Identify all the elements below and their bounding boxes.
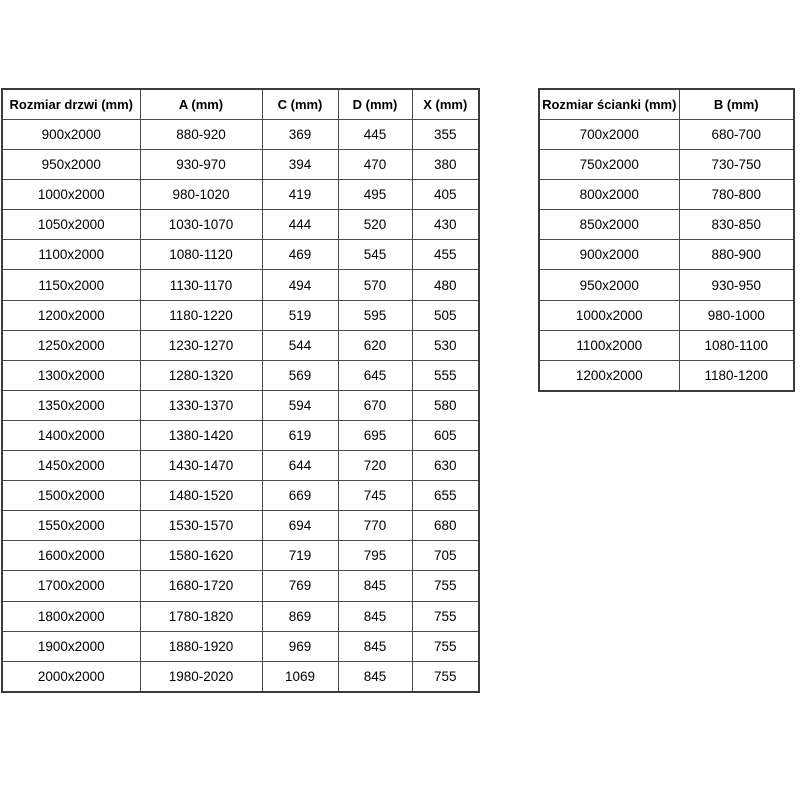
table-cell: 1480-1520 — [140, 481, 262, 511]
table-cell: 1180-1220 — [140, 300, 262, 330]
table-cell: 369 — [262, 120, 338, 150]
table-cell: 1350x2000 — [2, 390, 140, 420]
table-cell: 830-850 — [679, 210, 794, 240]
table-cell: 1380-1420 — [140, 420, 262, 450]
table-cell: 695 — [338, 420, 412, 450]
table-cell: 1980-2020 — [140, 661, 262, 692]
table-row — [2, 300, 479, 330]
table-row — [539, 360, 794, 391]
table-cell: 1330-1370 — [140, 390, 262, 420]
table-cell: 1230-1270 — [140, 330, 262, 360]
table-cell: 1400x2000 — [2, 420, 140, 450]
table-cell: 1080-1120 — [140, 240, 262, 270]
table-cell: 1000x2000 — [2, 180, 140, 210]
table-row — [539, 240, 794, 270]
table-cell: 470 — [338, 150, 412, 180]
table-cell: 719 — [262, 541, 338, 571]
table-cell: 1150x2000 — [2, 270, 140, 300]
table-row — [2, 631, 479, 661]
table-cell: 1300x2000 — [2, 360, 140, 390]
table-row — [539, 270, 794, 300]
table-cell: 1450x2000 — [2, 451, 140, 481]
table-cell: 980-1020 — [140, 180, 262, 210]
table-cell: 750x2000 — [539, 150, 679, 180]
table-cell: 845 — [338, 661, 412, 692]
table-cell: 755 — [412, 601, 479, 631]
table-cell: 1800x2000 — [2, 601, 140, 631]
table-cell: 1069 — [262, 661, 338, 692]
table-row — [539, 150, 794, 180]
table-cell: 505 — [412, 300, 479, 330]
table-cell: 1550x2000 — [2, 511, 140, 541]
column-header: D (mm) — [338, 89, 412, 120]
table-cell: 755 — [412, 631, 479, 661]
table-cell: 900x2000 — [539, 240, 679, 270]
table-cell: 1900x2000 — [2, 631, 140, 661]
table-cell: 755 — [412, 661, 479, 692]
column-header: A (mm) — [140, 89, 262, 120]
table-cell: 569 — [262, 360, 338, 390]
table-cell: 694 — [262, 511, 338, 541]
table-cell: 880-920 — [140, 120, 262, 150]
column-header: B (mm) — [679, 89, 794, 120]
header-row — [539, 89, 794, 120]
table-cell: 1250x2000 — [2, 330, 140, 360]
table-cell: 480 — [412, 270, 479, 300]
table-cell: 1000x2000 — [539, 300, 679, 330]
table-cell: 380 — [412, 150, 479, 180]
table-cell: 795 — [338, 541, 412, 571]
table-cell: 745 — [338, 481, 412, 511]
table-cell: 845 — [338, 601, 412, 631]
table-cell: 1030-1070 — [140, 210, 262, 240]
table-cell: 1700x2000 — [2, 571, 140, 601]
table-cell: 519 — [262, 300, 338, 330]
table-cell: 930-970 — [140, 150, 262, 180]
table-row — [2, 360, 479, 390]
table-row — [2, 541, 479, 571]
table-cell: 780-800 — [679, 180, 794, 210]
table-cell: 555 — [412, 360, 479, 390]
wall-size-table-header — [539, 89, 794, 120]
table-cell: 869 — [262, 601, 338, 631]
table-cell: 644 — [262, 451, 338, 481]
table-cell: 1580-1620 — [140, 541, 262, 571]
table-cell: 950x2000 — [2, 150, 140, 180]
wall-size-table — [538, 88, 795, 392]
table-cell: 845 — [338, 631, 412, 661]
table-cell: 670 — [338, 390, 412, 420]
table-row — [2, 601, 479, 631]
table-cell: 1680-1720 — [140, 571, 262, 601]
table-cell: 850x2000 — [539, 210, 679, 240]
table-cell: 605 — [412, 420, 479, 450]
table-row — [2, 120, 479, 150]
table-cell: 680 — [412, 511, 479, 541]
table-cell: 1100x2000 — [539, 330, 679, 360]
table-cell: 655 — [412, 481, 479, 511]
table-cell: 1050x2000 — [2, 210, 140, 240]
table-row — [2, 330, 479, 360]
table-row — [539, 300, 794, 330]
column-header: Rozmiar drzwi (mm) — [2, 89, 140, 120]
table-cell: 630 — [412, 451, 479, 481]
table-cell: 494 — [262, 270, 338, 300]
table-row — [539, 330, 794, 360]
table-cell: 969 — [262, 631, 338, 661]
table-row — [2, 571, 479, 601]
table-cell: 444 — [262, 210, 338, 240]
table-row — [539, 210, 794, 240]
table-cell: 1780-1820 — [140, 601, 262, 631]
table-cell: 1600x2000 — [2, 541, 140, 571]
column-header: C (mm) — [262, 89, 338, 120]
table-cell: 495 — [338, 180, 412, 210]
table-cell: 619 — [262, 420, 338, 450]
table-cell: 2000x2000 — [2, 661, 140, 692]
table-cell: 1430-1470 — [140, 451, 262, 481]
table-cell: 419 — [262, 180, 338, 210]
table-cell: 1180-1200 — [679, 360, 794, 391]
table-cell: 950x2000 — [539, 270, 679, 300]
table-cell: 880-900 — [679, 240, 794, 270]
table-row — [2, 511, 479, 541]
table-cell: 1130-1170 — [140, 270, 262, 300]
door-size-table-header — [2, 89, 479, 120]
table-cell: 595 — [338, 300, 412, 330]
table-cell: 469 — [262, 240, 338, 270]
table-row — [2, 481, 479, 511]
table-cell: 594 — [262, 390, 338, 420]
table-cell: 1280-1320 — [140, 360, 262, 390]
table-cell: 900x2000 — [2, 120, 140, 150]
table-cell: 645 — [338, 360, 412, 390]
table-cell: 730-750 — [679, 150, 794, 180]
table-cell: 845 — [338, 571, 412, 601]
table-cell: 530 — [412, 330, 479, 360]
header-row — [2, 89, 479, 120]
table-cell: 930-950 — [679, 270, 794, 300]
table-row — [2, 270, 479, 300]
door-size-table-body — [2, 120, 479, 692]
table-cell: 544 — [262, 330, 338, 360]
table-cell: 1880-1920 — [140, 631, 262, 661]
table-cell: 770 — [338, 511, 412, 541]
wall-size-table-body — [539, 120, 794, 391]
table-cell: 1500x2000 — [2, 481, 140, 511]
table-cell: 394 — [262, 150, 338, 180]
door-size-table — [1, 88, 480, 693]
table-cell: 405 — [412, 180, 479, 210]
table-cell: 680-700 — [679, 120, 794, 150]
table-row — [539, 180, 794, 210]
table-cell: 620 — [338, 330, 412, 360]
table-cell: 445 — [338, 120, 412, 150]
table-cell: 800x2000 — [539, 180, 679, 210]
table-row — [2, 210, 479, 240]
table-row — [2, 451, 479, 481]
table-cell: 705 — [412, 541, 479, 571]
column-header: X (mm) — [412, 89, 479, 120]
table-cell: 769 — [262, 571, 338, 601]
table-cell: 545 — [338, 240, 412, 270]
table-cell: 1100x2000 — [2, 240, 140, 270]
table-cell: 720 — [338, 451, 412, 481]
table-row — [2, 661, 479, 692]
table-cell: 455 — [412, 240, 479, 270]
table-cell: 700x2000 — [539, 120, 679, 150]
table-cell: 520 — [338, 210, 412, 240]
table-cell: 669 — [262, 481, 338, 511]
table-cell: 1080-1100 — [679, 330, 794, 360]
table-cell: 355 — [412, 120, 479, 150]
table-cell: 980-1000 — [679, 300, 794, 330]
table-row — [2, 180, 479, 210]
table-cell: 580 — [412, 390, 479, 420]
table-row — [2, 390, 479, 420]
table-row — [2, 240, 479, 270]
column-header: Rozmiar ścianki (mm) — [539, 89, 679, 120]
table-row — [539, 120, 794, 150]
table-cell: 1200x2000 — [539, 360, 679, 391]
table-cell: 430 — [412, 210, 479, 240]
table-row — [2, 420, 479, 450]
table-cell: 755 — [412, 571, 479, 601]
table-cell: 1530-1570 — [140, 511, 262, 541]
table-row — [2, 150, 479, 180]
table-cell: 570 — [338, 270, 412, 300]
table-cell: 1200x2000 — [2, 300, 140, 330]
